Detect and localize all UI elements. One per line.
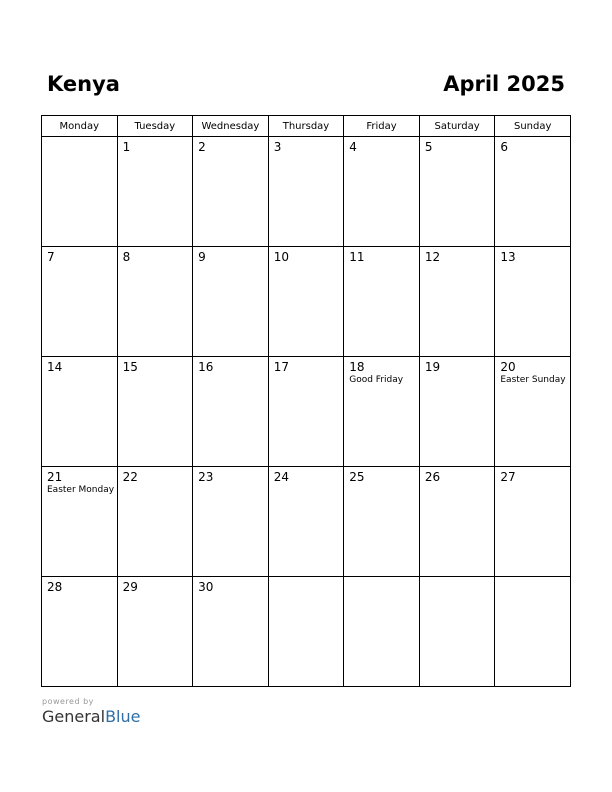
day-number: 9 [198,250,206,264]
day-cell [117,137,193,247]
day-number [420,577,495,580]
powered-by-text: powered by [42,697,94,706]
day-cell [268,467,344,577]
day-number [495,577,570,580]
day-cell [268,137,344,247]
day-number: 21 [47,470,63,484]
day-cell [42,137,118,247]
day-cell [42,357,118,467]
day-cell [268,357,344,467]
day-number: 1 [122,140,131,154]
holiday-label: Easter Sunday [500,375,566,385]
day-cell [117,247,193,357]
day-cell [42,577,118,687]
day-number: 12 [424,250,441,264]
week-row [42,247,571,357]
holiday-label: Easter Monday [47,485,115,495]
day-number: 2 [198,140,206,154]
day-number: 7 [47,250,55,264]
day-number: 25 [349,470,365,484]
day-number [344,577,419,580]
day-cell [419,247,495,357]
day-number: 16 [198,360,214,374]
day-cell [495,247,571,357]
day-number: 15 [122,360,138,374]
day-cell [344,357,420,467]
day-number: 5 [424,140,433,154]
weekday-header: Thursday [268,116,344,137]
day-number: 4 [349,140,357,154]
weekday-header: Wednesday [193,116,269,137]
brand-part-general: General [42,707,106,726]
day-number: 27 [500,470,516,484]
day-number: 19 [424,360,441,374]
brand-wordmark [42,707,140,726]
day-cell [419,137,495,247]
day-cell [193,357,269,467]
week-row [42,577,571,687]
day-cell [495,577,571,687]
country-title: Kenya [47,72,120,96]
day-cell [193,247,269,357]
generalblue-logo[interactable] [42,697,140,726]
day-number: 26 [424,470,441,484]
day-number: 29 [122,580,138,594]
day-cell [268,577,344,687]
day-cell [344,577,420,687]
day-cell [193,467,269,577]
weekday-header-row [42,116,571,137]
day-cell [419,357,495,467]
day-cell [344,247,420,357]
week-row [42,467,571,577]
day-number: 30 [198,580,214,594]
week-row [42,137,571,247]
day-number: 8 [122,250,131,264]
day-cell [117,467,193,577]
week-row [42,357,571,467]
day-cell [117,357,193,467]
day-number: 18 [349,360,365,374]
brand-part-blue: Blue [105,707,141,726]
day-cell [419,577,495,687]
weekday-header: Friday [344,116,420,137]
day-cell [495,137,571,247]
month-title: April 2025 [443,72,565,96]
day-cell [495,467,571,577]
day-cell [268,247,344,357]
day-number: 13 [500,250,516,264]
day-cell [419,467,495,577]
weekday-header: Sunday [495,116,571,137]
day-number: 6 [500,140,509,154]
day-number [42,137,117,140]
weekday-header: Monday [42,116,118,137]
day-number: 14 [47,360,63,374]
day-cell [42,247,118,357]
day-number: 23 [198,470,214,484]
weekday-header: Tuesday [117,116,193,137]
day-cell [344,137,420,247]
weekday-header: Saturday [419,116,495,137]
day-number: 3 [273,140,282,154]
day-number: 22 [122,470,138,484]
day-cell [344,467,420,577]
day-cell [117,577,193,687]
day-cell [193,577,269,687]
day-number: 20 [500,360,516,374]
day-cell [42,467,118,577]
day-number: 10 [273,250,289,264]
holiday-label: Good Friday [349,375,404,385]
calendar-grid [41,115,571,687]
day-cell [495,357,571,467]
day-number: 11 [349,250,365,264]
day-number: 28 [47,580,63,594]
day-number: 24 [273,470,289,484]
day-number: 17 [273,360,289,374]
day-number [269,577,344,580]
day-cell [193,137,269,247]
